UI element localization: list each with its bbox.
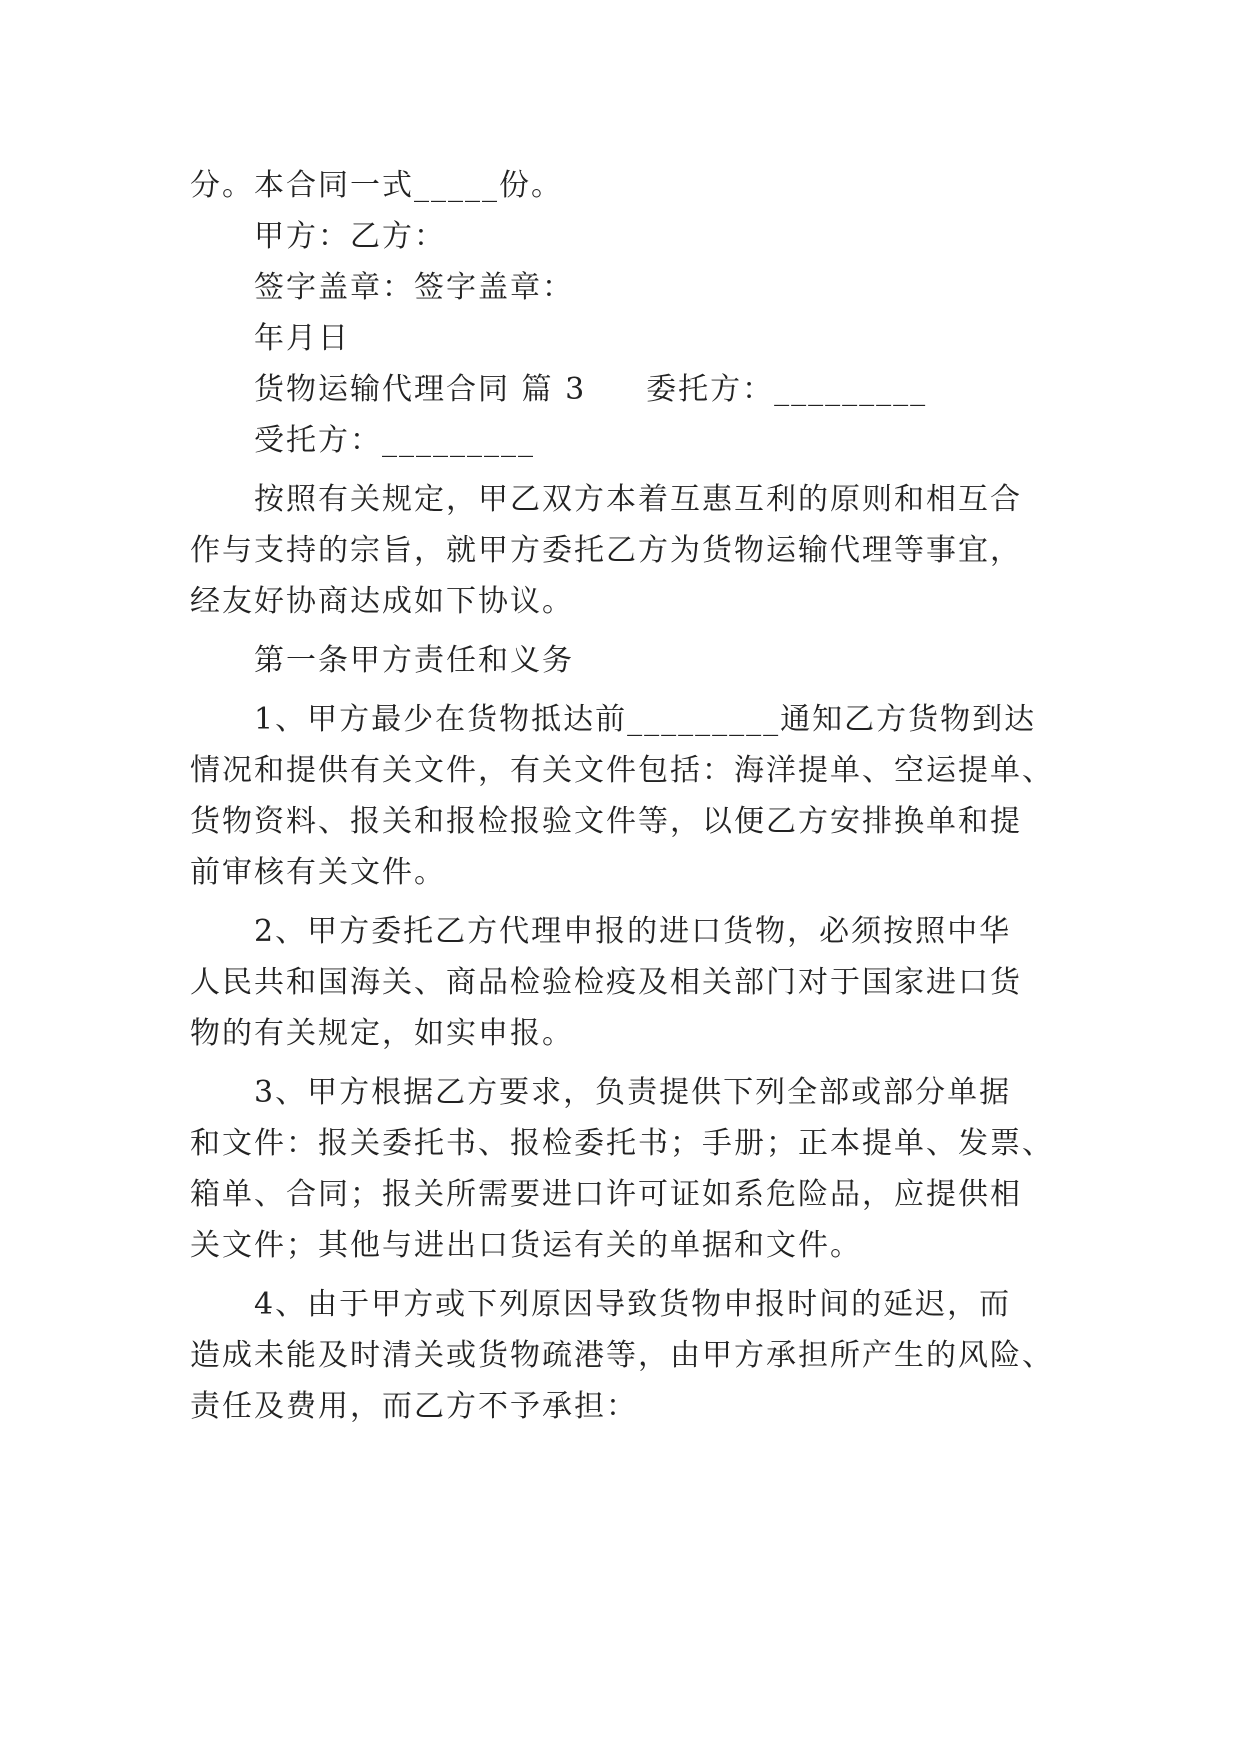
- document-body: [190, 160, 1060, 1432]
- text-line: 2、甲方委托乙方代理申报的进口货物，必须按照中华: [254, 914, 1012, 949]
- text-line: 签字盖章：签字盖章：: [254, 270, 574, 305]
- text-line: 分。本合同一式_____份。: [190, 168, 563, 203]
- entrusting-party-line: 委托方：_________: [646, 372, 928, 407]
- text-line: 1、甲方最少在货物抵达前_________通知乙方货物到达: [254, 702, 1037, 737]
- text-line: 3、甲方根据乙方要求，负责提供下列全部或部分单据: [254, 1075, 1012, 1110]
- text-line: 甲方：乙方：: [254, 219, 446, 254]
- text-line: 造成未能及时清关或货物疏港等，由甲方承担所产生的风险、: [190, 1338, 1054, 1373]
- text-line: 经友好协商达成如下协议。: [190, 584, 574, 619]
- section-heading: 货物运输代理合同 篇 3: [254, 372, 587, 407]
- text-line: 受托方：_________: [254, 423, 535, 458]
- text-line: 和文件：报关委托书、报检委托书；手册；正本提单、发票、: [190, 1126, 1054, 1161]
- text-line: 年月日: [254, 321, 350, 356]
- text-line: 作与支持的宗旨，就甲方委托乙方为货物运输代理等事宜，: [190, 533, 1022, 568]
- section-heading-line: [190, 364, 1060, 415]
- text-line: 货物资料、报关和报检报验文件等，以便乙方安排换单和提: [190, 804, 1022, 839]
- text-line: 箱单、合同；报关所需要进口许可证如系危险品，应提供相: [190, 1177, 1022, 1212]
- text-line: 人民共和国海关、商品检验检疫及相关部门对于国家进口货: [190, 965, 1022, 1000]
- text-line: 责任及费用，而乙方不予承担：: [190, 1389, 638, 1424]
- text-line: 按照有关规定，甲乙双方本着互惠互利的原则和相互合: [254, 482, 1022, 517]
- text-line: 前审核有关文件。: [190, 855, 446, 890]
- text-line: 情况和提供有关文件，有关文件包括：海洋提单、空运提单、: [190, 753, 1054, 788]
- text-line: 4、由于甲方或下列原因导致货物申报时间的延迟，而: [254, 1287, 1012, 1322]
- article-heading: 第一条甲方责任和义务: [254, 643, 574, 678]
- text-line: 物的有关规定，如实申报。: [190, 1016, 574, 1051]
- text-line: 关文件；其他与进出口货运有关的单据和文件。: [190, 1228, 862, 1263]
